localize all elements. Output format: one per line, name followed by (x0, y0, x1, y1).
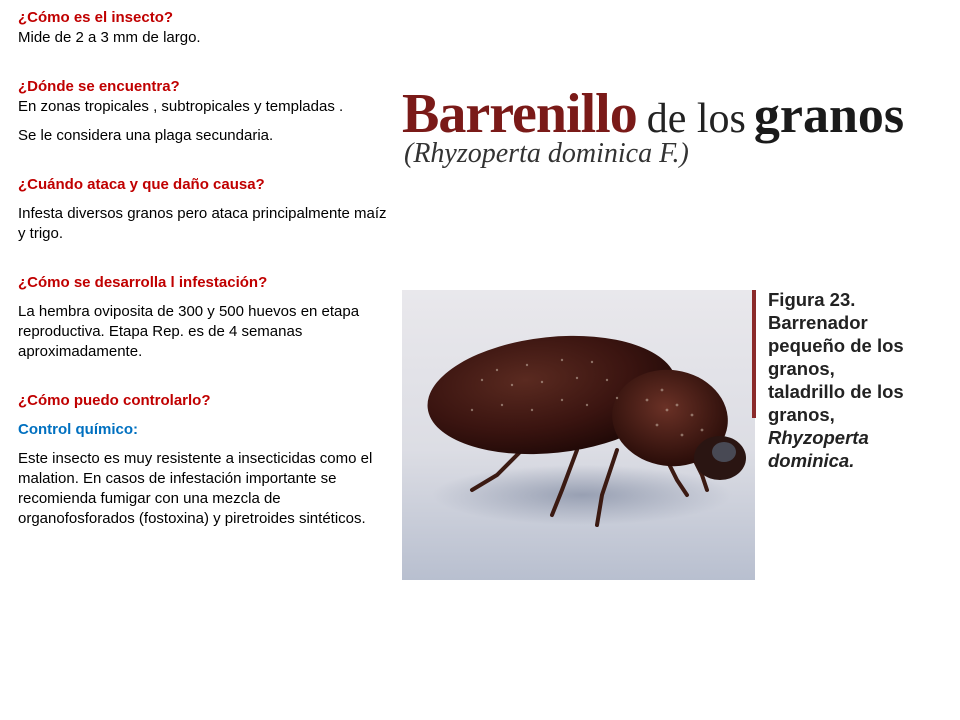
caption-line-2: pequeño de los granos, (768, 335, 904, 379)
answer-secondary-pest: Se le considera una plaga secundaria. (18, 127, 274, 144)
title-scientific-name: (Rhyzoperta dominica F.) (404, 138, 689, 169)
answer-grains: Infesta diversos granos pero ataca principalmente maíz y trigo. (18, 205, 387, 242)
title-word-de-los: de los (646, 96, 746, 142)
answer-size: Mide de 2 a 3 mm de largo. (18, 29, 201, 46)
title-word-barrenillo: Barrenillo (402, 83, 637, 145)
subheading-chemical-control: Control químico: (18, 421, 138, 438)
question-control: ¿Cómo puedo controlarlo? (18, 392, 211, 409)
beetle-illustration (402, 290, 755, 580)
answer-control: Este insecto es muy resistente a insecticidas como el malation. En casos de infestación importante se recomienda fumigar con una mezcla de organofosforados (fostoxina) y piretroides sintéticos. (18, 450, 373, 527)
question-infestation: ¿Cómo se desarrolla l infestación? (18, 274, 268, 291)
figure-caption (768, 288, 958, 472)
caption-divider (752, 290, 756, 418)
question-what-is-insect: ¿Cómo es el insecto? (18, 9, 174, 26)
title-image (402, 82, 922, 177)
answer-infestation: La hembra oviposita de 300 y 500 huevos en etapa reproductiva. Etapa Rep. es de 4 semanas aproximadamente. (18, 303, 360, 360)
question-when-attacks: ¿Cuándo ataca y que daño causa? (18, 176, 265, 193)
caption-line-3: taladrillo de los granos, (768, 381, 904, 425)
title-main (402, 82, 904, 146)
caption-line-4: Rhyzoperta dominica. (768, 427, 869, 471)
info-text-column (18, 8, 398, 529)
answer-zones: En zonas tropicales , subtropicales y templadas . (18, 98, 344, 115)
title-word-granos: granos (753, 87, 905, 144)
caption-line-1: Figura 23. Barrenador (768, 289, 868, 333)
beetle-photo (402, 290, 755, 580)
question-where-found: ¿Dónde se encuentra? (18, 78, 180, 95)
